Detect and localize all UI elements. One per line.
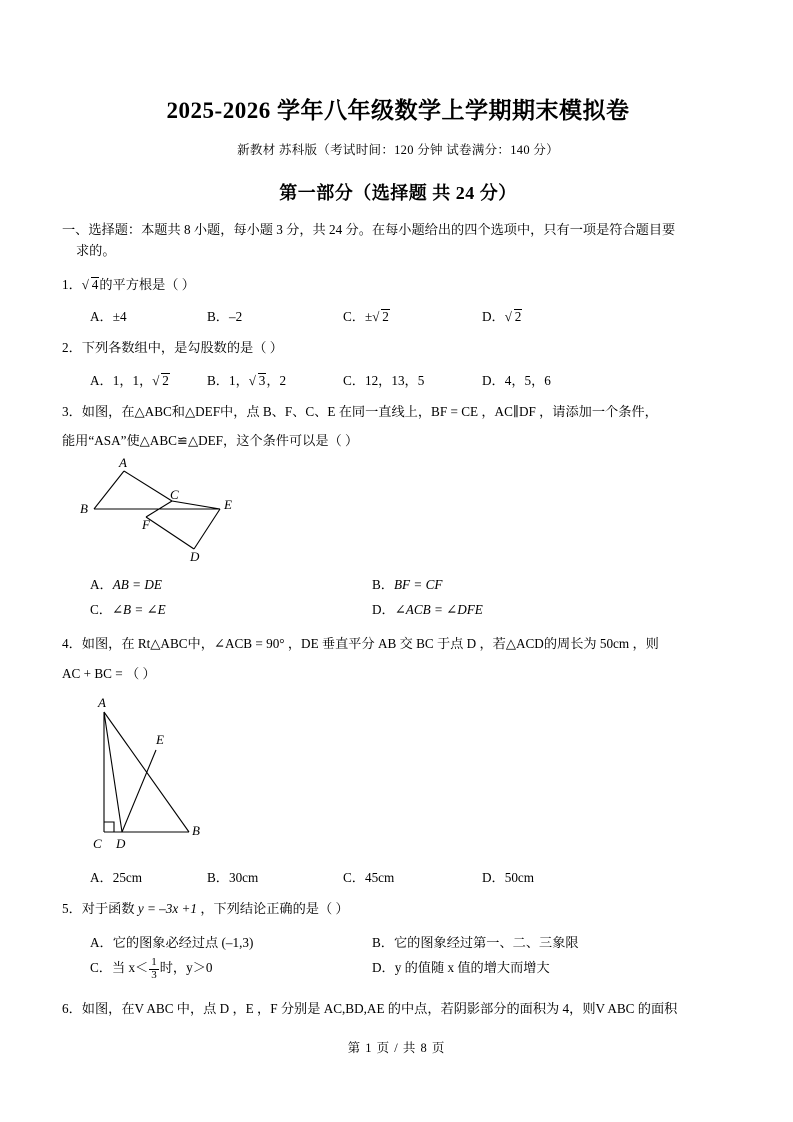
sqrt-2-icon: √ 2	[152, 373, 170, 389]
option-1-c[interactable]: C．± √ 2	[343, 306, 390, 325]
question-4-number: 4．	[62, 636, 82, 652]
question-5-number: 5．	[62, 901, 82, 917]
option-4-a[interactable]: A．25cm	[90, 870, 143, 886]
question-3-text-line-2: 能用“ASA”使△ABC≌△DEF，这个条件可以是（ ）	[62, 433, 359, 448]
option-1-d[interactable]: D． √ 2	[482, 306, 522, 325]
question-5-options	[62, 932, 734, 987]
question-2-number: 2．	[62, 340, 82, 356]
question-4-options	[62, 867, 734, 886]
question-1-number: 1．	[62, 276, 82, 292]
page-title: 2025-2026 学年八年级数学上学期期末模拟卷	[166, 98, 630, 123]
figure-4-label-C: C	[93, 836, 102, 852]
exam-subtitle: 新教材 苏科版（考试时间：120 分钟 试卷满分：140 分）	[237, 142, 559, 157]
option-4-c[interactable]: C．45cm	[343, 870, 395, 886]
option-3-d[interactable]: D．∠ACB = ∠DFE	[372, 602, 483, 618]
section-part-title: 第一部分（选择题 共 24 分）	[279, 182, 517, 203]
question-3-stem	[62, 402, 734, 452]
question-1-options	[62, 306, 734, 325]
question-6-stem	[62, 999, 734, 1019]
option-4-b[interactable]: B．30cm	[207, 870, 259, 886]
option-4-d[interactable]: D．50cm	[482, 870, 535, 886]
question-6-number: 6．	[62, 1000, 82, 1016]
page-content	[62, 0, 734, 1019]
instruction-line-2: 求的。	[76, 243, 116, 259]
question-2-stem	[62, 338, 734, 358]
option-2-c[interactable]: C．12，13，5	[343, 372, 425, 388]
option-1-a[interactable]: A．±4	[90, 309, 127, 325]
instruction-line-1: 一、选择题：本题共 8 小题，每小题 3 分，共 24 分。在每小题给出的四个选项中，只有一项是符合题目要	[62, 221, 676, 237]
question-4-text-line-1: 如图，在 Rt△ABC中，∠ACB = 90° ，DE 垂直平分 AB 交 BC 于点 D ，若△ACD的周长为 50cm ，则	[81, 636, 659, 652]
option-2-d[interactable]: D．4，5，6	[482, 372, 551, 388]
sqrt-3-icon: √ 3	[249, 373, 267, 389]
option-1-b[interactable]: B．–2	[207, 309, 243, 325]
figure-4-label-D: D	[116, 836, 126, 852]
figure-3-label-C: C	[170, 487, 179, 503]
figure-4-label-E: E	[156, 732, 164, 748]
option-3-a[interactable]: A．AB = DE	[90, 577, 162, 593]
question-3-options	[62, 574, 734, 624]
option-5-d[interactable]: D．y 的值随 x 值的增大而增大	[372, 959, 550, 975]
page-footer: 第 1 页 / 共 8 页	[347, 1041, 446, 1055]
option-3-b[interactable]: B．BF = CF	[372, 577, 443, 593]
figure-3-label-E: E	[224, 497, 232, 513]
question-3-options-row-2	[62, 599, 734, 624]
sqrt-2-icon: √ 2	[505, 309, 523, 325]
question-3-figure	[72, 457, 734, 562]
option-3-c[interactable]: C．∠B = ∠E	[90, 602, 166, 618]
figure-3-label-F: F	[142, 517, 150, 533]
question-5-options-row-2	[62, 957, 734, 987]
figure-3-label-A: A	[119, 457, 127, 471]
figure-4-label-B: B	[192, 823, 200, 839]
question-5-options-row-1	[62, 932, 734, 957]
option-2-b[interactable]: B．1， √ 3，2	[207, 370, 286, 389]
question-4-text-line-2: AC + BC = （ ）	[62, 665, 156, 681]
question-1-stem	[62, 275, 734, 295]
figure-3-label-B: B	[80, 501, 88, 517]
option-5-b[interactable]: B．它的图象经过第一、二、三象限	[372, 934, 579, 950]
question-4-figure	[74, 692, 734, 857]
question-5-stem: 5．对于函数 y = –3x +1 ，下列结论正确的是（ ）	[62, 901, 349, 917]
question-3-options-row-1	[62, 574, 734, 599]
option-5-c[interactable]: C．当 x＜ $\frac{1}{3}$ 时，y＞0	[90, 955, 213, 981]
question-2-text: 下列各数组中，是勾股数的是（ ）	[81, 340, 283, 356]
figure-4-label-A: A	[98, 695, 106, 711]
question-2-options	[62, 370, 734, 389]
question-4-stem	[62, 634, 734, 684]
section-instructions	[62, 219, 734, 262]
sqrt-2-icon: √ 2	[372, 309, 390, 325]
question-1-text: 的平方根是（ ）	[99, 276, 195, 292]
option-2-a[interactable]: A．1，1， √ 2	[90, 370, 170, 389]
option-5-a[interactable]: A．它的图象必经过点 (–1,3)	[90, 934, 254, 950]
fraction-one-third: $\frac{1}{3}$	[151, 955, 157, 981]
figure-3-label-D: D	[190, 549, 200, 563]
question-5-function: y = –3x +1	[137, 901, 198, 917]
question-3-number: 3．	[62, 403, 82, 419]
question-3-text-line-1: 如图，在△ABC和△DEF中，点 B、F、C、E 在同一直线上，BF = CE ，AC∥DF ，请添加一个条件，	[81, 403, 658, 419]
question-6-text-line-1: 如图，在V ABC 中，点 D ，E ，F 分别是 AC,BD,AE 的中点，若阴影部分的面积为 4，则V ABC 的面积	[81, 1000, 678, 1016]
sqrt-4-inline: √ 4	[82, 275, 100, 295]
